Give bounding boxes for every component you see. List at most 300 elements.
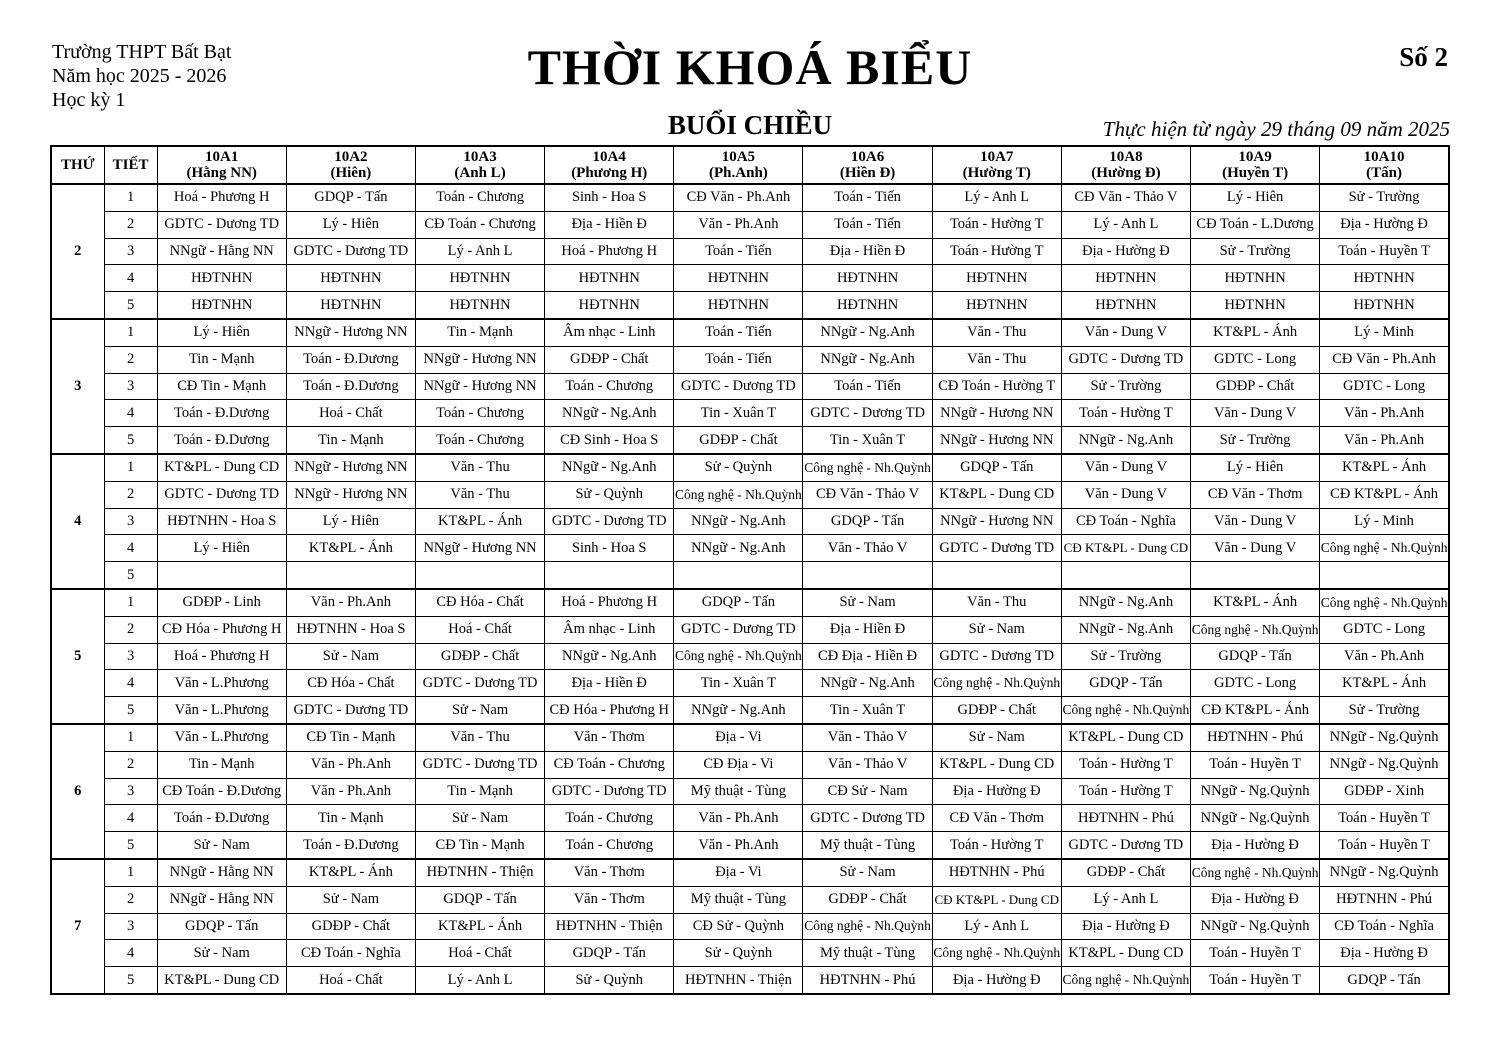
- lesson-cell: Công nghệ - Nh.Quỳnh: [1320, 589, 1449, 616]
- lesson-cell: Sử - Quỳnh: [545, 967, 674, 994]
- lesson-cell: Văn - Thảo V: [803, 535, 932, 562]
- lesson-cell: Lý - Anh L: [932, 913, 1061, 940]
- lesson-cell: HĐTNHN: [1320, 292, 1449, 319]
- lesson-cell: Toán - Hường T: [932, 832, 1061, 859]
- lesson-cell: NNgữ - Ng.Quỳnh: [1191, 913, 1320, 940]
- lesson-cell: GDĐP - Chất: [932, 697, 1061, 724]
- lesson-cell: GDQP - Tấn: [157, 913, 286, 940]
- lesson-cell: Văn - Thu: [932, 346, 1061, 373]
- homeroom-teacher: (Hường Đ): [1091, 165, 1161, 181]
- lesson-cell: Sử - Nam: [286, 643, 415, 670]
- lesson-cell: Sinh - Hoa S: [545, 535, 674, 562]
- lesson-cell: CĐ Văn - Thơm: [932, 805, 1061, 832]
- period-row: [51, 643, 1449, 670]
- period-row: [51, 427, 1449, 454]
- lesson-cell: [1061, 562, 1190, 589]
- lesson-cell: GDĐP - Chất: [1061, 859, 1190, 886]
- lesson-cell: KT&PL - Dung CD: [157, 967, 286, 994]
- period-row: [51, 859, 1449, 886]
- lesson-cell: Văn - Ph.Anh: [286, 778, 415, 805]
- lesson-cell: CĐ Địa - Hiền Đ: [803, 643, 932, 670]
- lesson-cell: CĐ Văn - Thơm: [1191, 481, 1320, 508]
- lesson-cell: GDTC - Dương TD: [157, 211, 286, 238]
- period-number: 4: [104, 940, 157, 967]
- lesson-cell: Văn - Thơm: [545, 724, 674, 751]
- class-header: [803, 146, 932, 184]
- lesson-cell: Mỹ thuật - Tùng: [674, 886, 803, 913]
- lesson-cell: Công nghệ - Nh.Quỳnh: [1191, 859, 1320, 886]
- period-row: [51, 562, 1449, 589]
- period-number: 1: [104, 859, 157, 886]
- lesson-cell: NNgữ - Ng.Anh: [674, 535, 803, 562]
- period-number: 3: [104, 508, 157, 535]
- lesson-cell: Lý - Hiên: [286, 211, 415, 238]
- lesson-cell: Văn - Thảo V: [803, 724, 932, 751]
- class-name: 10A9: [1238, 149, 1272, 165]
- period-row: [51, 589, 1449, 616]
- period-row: [51, 778, 1449, 805]
- lesson-cell: HĐTNHN - Hoa S: [286, 616, 415, 643]
- period-row: [51, 508, 1449, 535]
- lesson-cell: CĐ Toán - Hường T: [932, 373, 1061, 400]
- lesson-cell: GDTC - Dương TD: [1061, 346, 1190, 373]
- lesson-cell: Lý - Minh: [1320, 508, 1449, 535]
- period-row: [51, 886, 1449, 913]
- period-row: [51, 940, 1449, 967]
- lesson-cell: Toán - Chương: [415, 184, 544, 211]
- lesson-cell: Lý - Hiên: [157, 319, 286, 346]
- lesson-cell: Văn - Ph.Anh: [286, 751, 415, 778]
- lesson-cell: KT&PL - Ánh: [286, 859, 415, 886]
- lesson-cell: Địa - Hường Đ: [932, 967, 1061, 994]
- lesson-cell: GDTC - Dương TD: [803, 805, 932, 832]
- lesson-cell: GDTC - Dương TD: [415, 751, 544, 778]
- lesson-cell: Sử - Trường: [1061, 373, 1190, 400]
- lesson-cell: GDQP - Tấn: [932, 454, 1061, 481]
- lesson-cell: GDTC - Long: [1191, 670, 1320, 697]
- lesson-cell: CĐ Tin - Mạnh: [286, 724, 415, 751]
- day-label: 4: [51, 454, 104, 589]
- lesson-cell: Công nghệ - Nh.Quỳnh: [1061, 697, 1190, 724]
- lesson-cell: Địa - Hường Đ: [1061, 238, 1190, 265]
- lesson-cell: Mỹ thuật - Tùng: [803, 832, 932, 859]
- lesson-cell: Toán - Chương: [545, 832, 674, 859]
- period-number: 1: [104, 589, 157, 616]
- period-number: 5: [104, 292, 157, 319]
- period-row: [51, 373, 1449, 400]
- class-header: [286, 146, 415, 184]
- lesson-cell: NNgữ - Ng.Anh: [545, 454, 674, 481]
- lesson-cell: Công nghệ - Nh.Quỳnh: [932, 940, 1061, 967]
- lesson-cell: Toán - Đ.Dương: [157, 400, 286, 427]
- lesson-cell: Văn - Thơm: [545, 886, 674, 913]
- lesson-cell: HĐTNHN: [1320, 265, 1449, 292]
- lesson-cell: Hoá - Phương H: [157, 184, 286, 211]
- lesson-cell: Văn - Dung V: [1191, 508, 1320, 535]
- lesson-cell: Địa - Hường Đ: [1191, 886, 1320, 913]
- period-row: [51, 481, 1449, 508]
- lesson-cell: GDTC - Dương TD: [157, 481, 286, 508]
- lesson-cell: KT&PL - Dung CD: [932, 481, 1061, 508]
- period-number: 3: [104, 643, 157, 670]
- lesson-cell: Hoá - Phương H: [545, 238, 674, 265]
- lesson-cell: Lý - Hiên: [1191, 184, 1320, 211]
- lesson-cell: Văn - Dung V: [1191, 535, 1320, 562]
- homeroom-teacher: (Anh L): [454, 165, 506, 181]
- lesson-cell: CĐ Văn - Thảo V: [1061, 184, 1190, 211]
- lesson-cell: Văn - Ph.Anh: [674, 805, 803, 832]
- homeroom-teacher: (Hiên): [330, 165, 372, 181]
- lesson-cell: GDTC - Dương TD: [545, 508, 674, 535]
- lesson-cell: NNgữ - Ng.Anh: [674, 508, 803, 535]
- lesson-cell: HĐTNHN - Hoa S: [157, 508, 286, 535]
- lesson-cell: HĐTNHN: [674, 292, 803, 319]
- lesson-cell: GDTC - Dương TD: [1061, 832, 1190, 859]
- period-number: 5: [104, 697, 157, 724]
- lesson-cell: Toán - Tiến: [674, 319, 803, 346]
- lesson-cell: CĐ Toán - Chương: [545, 751, 674, 778]
- lesson-cell: [1191, 562, 1320, 589]
- semester: Học kỳ 1: [52, 89, 126, 111]
- period-row: [51, 967, 1449, 994]
- lesson-cell: Hoá - Chất: [415, 940, 544, 967]
- lesson-cell: NNgữ - Ng.Quỳnh: [1191, 805, 1320, 832]
- period-row: [51, 265, 1449, 292]
- lesson-cell: Sinh - Hoa S: [545, 184, 674, 211]
- lesson-cell: GDĐP - Chất: [1191, 373, 1320, 400]
- period-number: 1: [104, 184, 157, 211]
- period-row: [51, 913, 1449, 940]
- lesson-cell: CĐ Tin - Mạnh: [157, 373, 286, 400]
- lesson-cell: NNgữ - Hương NN: [932, 508, 1061, 535]
- lesson-cell: HĐTNHN - Phú: [932, 859, 1061, 886]
- col-day: THỨ: [51, 146, 104, 184]
- class-name: 10A4: [592, 149, 626, 165]
- lesson-cell: HĐTNHN: [415, 265, 544, 292]
- lesson-cell: [415, 562, 544, 589]
- lesson-cell: Sử - Trường: [1061, 643, 1190, 670]
- period-number: 5: [104, 427, 157, 454]
- lesson-cell: Sử - Nam: [286, 886, 415, 913]
- lesson-cell: Toán - Chương: [545, 373, 674, 400]
- lesson-cell: Công nghệ - Nh.Quỳnh: [1061, 967, 1190, 994]
- lesson-cell: CĐ Toán - L.Dương: [1191, 211, 1320, 238]
- lesson-cell: NNgữ - Ng.Anh: [545, 400, 674, 427]
- period-number: 2: [104, 346, 157, 373]
- period-row: [51, 832, 1449, 859]
- lesson-cell: Toán - Huyền T: [1191, 967, 1320, 994]
- period-row: [51, 724, 1449, 751]
- lesson-cell: HĐTNHN: [1191, 265, 1320, 292]
- lesson-cell: Văn - Thu: [932, 589, 1061, 616]
- lesson-cell: NNgữ - Ng.Quỳnh: [1191, 778, 1320, 805]
- lesson-cell: GDQP - Tấn: [1320, 967, 1449, 994]
- period-number: 5: [104, 562, 157, 589]
- lesson-cell: Sử - Trường: [1320, 697, 1449, 724]
- lesson-cell: Văn - L.Phương: [157, 670, 286, 697]
- lesson-cell: Tin - Mạnh: [286, 427, 415, 454]
- lesson-cell: GDQP - Tấn: [286, 184, 415, 211]
- lesson-cell: GDĐP - Chất: [674, 427, 803, 454]
- lesson-cell: Địa - Hiền Đ: [803, 616, 932, 643]
- lesson-cell: NNgữ - Hằng NN: [157, 238, 286, 265]
- lesson-cell: GDTC - Dương TD: [286, 238, 415, 265]
- period-number: 4: [104, 670, 157, 697]
- period-number: 2: [104, 616, 157, 643]
- lesson-cell: NNgữ - Ng.Anh: [803, 319, 932, 346]
- class-header: [674, 146, 803, 184]
- lesson-cell: Toán - Huyền T: [1191, 751, 1320, 778]
- lesson-cell: Hoá - Chất: [286, 967, 415, 994]
- header-row: [51, 146, 1449, 184]
- lesson-cell: Công nghệ - Nh.Quỳnh: [1191, 616, 1320, 643]
- lesson-cell: KT&PL - Ánh: [1191, 319, 1320, 346]
- lesson-cell: Lý - Anh L: [415, 238, 544, 265]
- lesson-cell: KT&PL - Dung CD: [1061, 940, 1190, 967]
- lesson-cell: NNgữ - Hương NN: [286, 454, 415, 481]
- timetable-body: [51, 184, 1449, 994]
- lesson-cell: Địa - Hường Đ: [1191, 832, 1320, 859]
- lesson-cell: Mỹ thuật - Tùng: [674, 778, 803, 805]
- lesson-cell: CĐ Toán - Đ.Dương: [157, 778, 286, 805]
- lesson-cell: Mỹ thuật - Tùng: [803, 940, 932, 967]
- lesson-cell: HĐTNHN: [932, 265, 1061, 292]
- lesson-cell: Lý - Hiên: [286, 508, 415, 535]
- lesson-cell: [803, 562, 932, 589]
- homeroom-teacher: (Phương H): [571, 165, 648, 181]
- lesson-cell: CĐ Văn - Ph.Anh: [1320, 346, 1449, 373]
- lesson-cell: KT&PL - Ánh: [1320, 454, 1449, 481]
- lesson-cell: KT&PL - Dung CD: [1061, 724, 1190, 751]
- lesson-cell: Toán - Hường T: [932, 238, 1061, 265]
- homeroom-teacher: (Hường T): [962, 165, 1031, 181]
- lesson-cell: HĐTNHN - Phú: [1320, 886, 1449, 913]
- lesson-cell: CĐ Sử - Quỳnh: [674, 913, 803, 940]
- period-row: [51, 535, 1449, 562]
- lesson-cell: GDĐP - Chất: [286, 913, 415, 940]
- lesson-cell: Lý - Anh L: [932, 184, 1061, 211]
- lesson-cell: CĐ Địa - Vi: [674, 751, 803, 778]
- lesson-cell: Lý - Minh: [1320, 319, 1449, 346]
- lesson-cell: GDQP - Tấn: [415, 886, 544, 913]
- lesson-cell: HĐTNHN: [545, 292, 674, 319]
- lesson-cell: NNgữ - Ng.Anh: [545, 643, 674, 670]
- lesson-cell: CĐ Hóa - Chất: [415, 589, 544, 616]
- lesson-cell: NNgữ - Ng.Anh: [1061, 589, 1190, 616]
- period-number: 3: [104, 373, 157, 400]
- lesson-cell: Văn - Dung V: [1061, 319, 1190, 346]
- lesson-cell: CĐ Toán - Chương: [415, 211, 544, 238]
- lesson-cell: CĐ Hóa - Chất: [286, 670, 415, 697]
- lesson-cell: KT&PL - Ánh: [415, 913, 544, 940]
- class-name: 10A6: [850, 149, 885, 165]
- lesson-cell: Toán - Đ.Dương: [286, 373, 415, 400]
- period-number: 3: [104, 913, 157, 940]
- lesson-cell: Toán - Huyền T: [1320, 238, 1449, 265]
- lesson-cell: Văn - Thu: [415, 481, 544, 508]
- lesson-cell: Sử - Nam: [932, 724, 1061, 751]
- lesson-cell: Toán - Chương: [415, 427, 544, 454]
- class-name: 10A10: [1363, 149, 1405, 165]
- lesson-cell: NNgữ - Hằng NN: [157, 859, 286, 886]
- lesson-cell: NNgữ - Hương NN: [286, 319, 415, 346]
- lesson-cell: [286, 562, 415, 589]
- lesson-cell: NNgữ - Hương NN: [932, 400, 1061, 427]
- lesson-cell: GDTC - Long: [1320, 373, 1449, 400]
- lesson-cell: Hoá - Chất: [415, 616, 544, 643]
- lesson-cell: GDTC - Dương TD: [415, 670, 544, 697]
- lesson-cell: HĐTNHN: [674, 265, 803, 292]
- lesson-cell: Toán - Chương: [415, 400, 544, 427]
- class-name: 10A5: [721, 149, 756, 165]
- lesson-cell: Toán - Đ.Dương: [286, 832, 415, 859]
- period-row: [51, 319, 1449, 346]
- lesson-cell: Hoá - Chất: [286, 400, 415, 427]
- lesson-cell: NNgữ - Hương NN: [932, 427, 1061, 454]
- lesson-cell: Địa - Vi: [674, 859, 803, 886]
- homeroom-teacher: (Tấn): [1366, 165, 1402, 181]
- period-number: 2: [104, 211, 157, 238]
- period-row: [51, 292, 1449, 319]
- period-number: 5: [104, 832, 157, 859]
- day-label: 6: [51, 724, 104, 859]
- lesson-cell: Toán - Hường T: [1061, 400, 1190, 427]
- lesson-cell: Toán - Hường T: [1061, 778, 1190, 805]
- lesson-cell: Văn - Dung V: [1191, 400, 1320, 427]
- lesson-cell: Văn - Ph.Anh: [1320, 400, 1449, 427]
- homeroom-teacher: (Hằng NN): [186, 165, 257, 181]
- lesson-cell: Hoá - Phương H: [545, 589, 674, 616]
- lesson-cell: KT&PL - Ánh: [286, 535, 415, 562]
- class-header: [157, 146, 286, 184]
- lesson-cell: GDQP - Tấn: [545, 940, 674, 967]
- lesson-cell: Địa - Hường Đ: [1320, 940, 1449, 967]
- period-number: 4: [104, 265, 157, 292]
- lesson-cell: [932, 562, 1061, 589]
- lesson-cell: HĐTNHN: [1191, 292, 1320, 319]
- lesson-cell: KT&PL - Ánh: [1320, 670, 1449, 697]
- lesson-cell: HĐTNHN: [286, 292, 415, 319]
- lesson-cell: Lý - Anh L: [415, 967, 544, 994]
- period-row: [51, 238, 1449, 265]
- class-name: 10A7: [980, 149, 1014, 165]
- period-number: 2: [104, 481, 157, 508]
- lesson-cell: CĐ Văn - Ph.Anh: [674, 184, 803, 211]
- lesson-cell: Văn - Ph.Anh: [1320, 643, 1449, 670]
- lesson-cell: Toán - Tiến: [674, 238, 803, 265]
- lesson-cell: Công nghệ - Nh.Quỳnh: [803, 454, 932, 481]
- lesson-cell: Sử - Quỳnh: [545, 481, 674, 508]
- lesson-cell: CĐ KT&PL - Dung CD: [932, 886, 1061, 913]
- lesson-cell: HĐTNHN: [545, 265, 674, 292]
- period-row: [51, 616, 1449, 643]
- lesson-cell: NNgữ - Hương NN: [415, 346, 544, 373]
- period-row: [51, 400, 1449, 427]
- class-header: [932, 146, 1061, 184]
- lesson-cell: Sử - Nam: [157, 940, 286, 967]
- lesson-cell: Sử - Trường: [1320, 184, 1449, 211]
- day-label: 3: [51, 319, 104, 454]
- period-number: 2: [104, 751, 157, 778]
- lesson-cell: Sử - Nam: [803, 589, 932, 616]
- col-period: TIẾT: [104, 146, 157, 184]
- lesson-cell: Công nghệ - Nh.Quỳnh: [674, 643, 803, 670]
- lesson-cell: Văn - Thảo V: [803, 751, 932, 778]
- lesson-cell: GDĐP - Xinh: [1320, 778, 1449, 805]
- lesson-cell: [545, 562, 674, 589]
- lesson-cell: [674, 562, 803, 589]
- lesson-cell: Sử - Nam: [415, 697, 544, 724]
- lesson-cell: Toán - Hường T: [932, 211, 1061, 238]
- lesson-cell: NNgữ - Hương NN: [415, 373, 544, 400]
- period-number: 3: [104, 238, 157, 265]
- lesson-cell: Tin - Mạnh: [286, 805, 415, 832]
- lesson-cell: CĐ Toán - Nghĩa: [1320, 913, 1449, 940]
- lesson-cell: GDTC - Dương TD: [286, 697, 415, 724]
- school-year: Năm học 2025 - 2026: [52, 65, 227, 87]
- lesson-cell: GDTC - Dương TD: [674, 616, 803, 643]
- lesson-cell: Toán - Tiến: [803, 184, 932, 211]
- lesson-cell: GDTC - Dương TD: [545, 778, 674, 805]
- class-name: 10A8: [1109, 149, 1143, 165]
- period-number: 3: [104, 778, 157, 805]
- lesson-cell: Toán - Đ.Dương: [286, 346, 415, 373]
- lesson-cell: Văn - Thơm: [545, 859, 674, 886]
- lesson-cell: Công nghệ - Nh.Quỳnh: [932, 670, 1061, 697]
- session-title: BUỔI CHIỀU: [667, 110, 833, 140]
- lesson-cell: Văn - L.Phương: [157, 697, 286, 724]
- lesson-cell: CĐ Toán - Nghĩa: [286, 940, 415, 967]
- lesson-cell: HĐTNHN: [1061, 292, 1190, 319]
- lesson-cell: Địa - Hiền Đ: [545, 670, 674, 697]
- lesson-cell: Tin - Mạnh: [415, 778, 544, 805]
- homeroom-teacher: (Ph.Anh): [709, 165, 768, 181]
- lesson-cell: HĐTNHN - Thiện: [674, 967, 803, 994]
- period-number: 1: [104, 724, 157, 751]
- lesson-cell: CĐ KT&PL - Dung CD: [1061, 535, 1190, 562]
- period-row: [51, 751, 1449, 778]
- lesson-cell: GDĐP - Linh: [157, 589, 286, 616]
- lesson-cell: Văn - Thu: [932, 319, 1061, 346]
- lesson-cell: Toán - Huyền T: [1320, 832, 1449, 859]
- lesson-cell: Tin - Xuân T: [803, 427, 932, 454]
- class-header: [1320, 146, 1449, 184]
- lesson-cell: GDTC - Dương TD: [674, 373, 803, 400]
- lesson-cell: CĐ KT&PL - Ánh: [1320, 481, 1449, 508]
- lesson-cell: Địa - Hường Đ: [1320, 211, 1449, 238]
- lesson-cell: HĐTNHN - Thiện: [415, 859, 544, 886]
- homeroom-teacher: (Huyền T): [1222, 165, 1289, 181]
- lesson-cell: CĐ Văn - Thảo V: [803, 481, 932, 508]
- lesson-cell: CĐ Hóa - Phương H: [157, 616, 286, 643]
- lesson-cell: Văn - Thu: [415, 724, 544, 751]
- lesson-cell: Âm nhạc - Linh: [545, 616, 674, 643]
- day-label: 7: [51, 859, 104, 994]
- lesson-cell: Văn - Ph.Anh: [1320, 427, 1449, 454]
- lesson-cell: NNgữ - Hương NN: [286, 481, 415, 508]
- lesson-cell: Sử - Quỳnh: [674, 940, 803, 967]
- period-number: 2: [104, 886, 157, 913]
- lesson-cell: NNgữ - Hằng NN: [157, 886, 286, 913]
- lesson-cell: GDTC - Long: [1191, 346, 1320, 373]
- lesson-cell: HĐTNHN - Thiện: [545, 913, 674, 940]
- lesson-cell: CĐ Sinh - Hoa S: [545, 427, 674, 454]
- lesson-cell: HĐTNHN: [157, 292, 286, 319]
- lesson-cell: Hoá - Phương H: [157, 643, 286, 670]
- lesson-cell: Sử - Trường: [1191, 427, 1320, 454]
- lesson-cell: GDTC - Long: [1320, 616, 1449, 643]
- lesson-cell: Tin - Xuân T: [674, 400, 803, 427]
